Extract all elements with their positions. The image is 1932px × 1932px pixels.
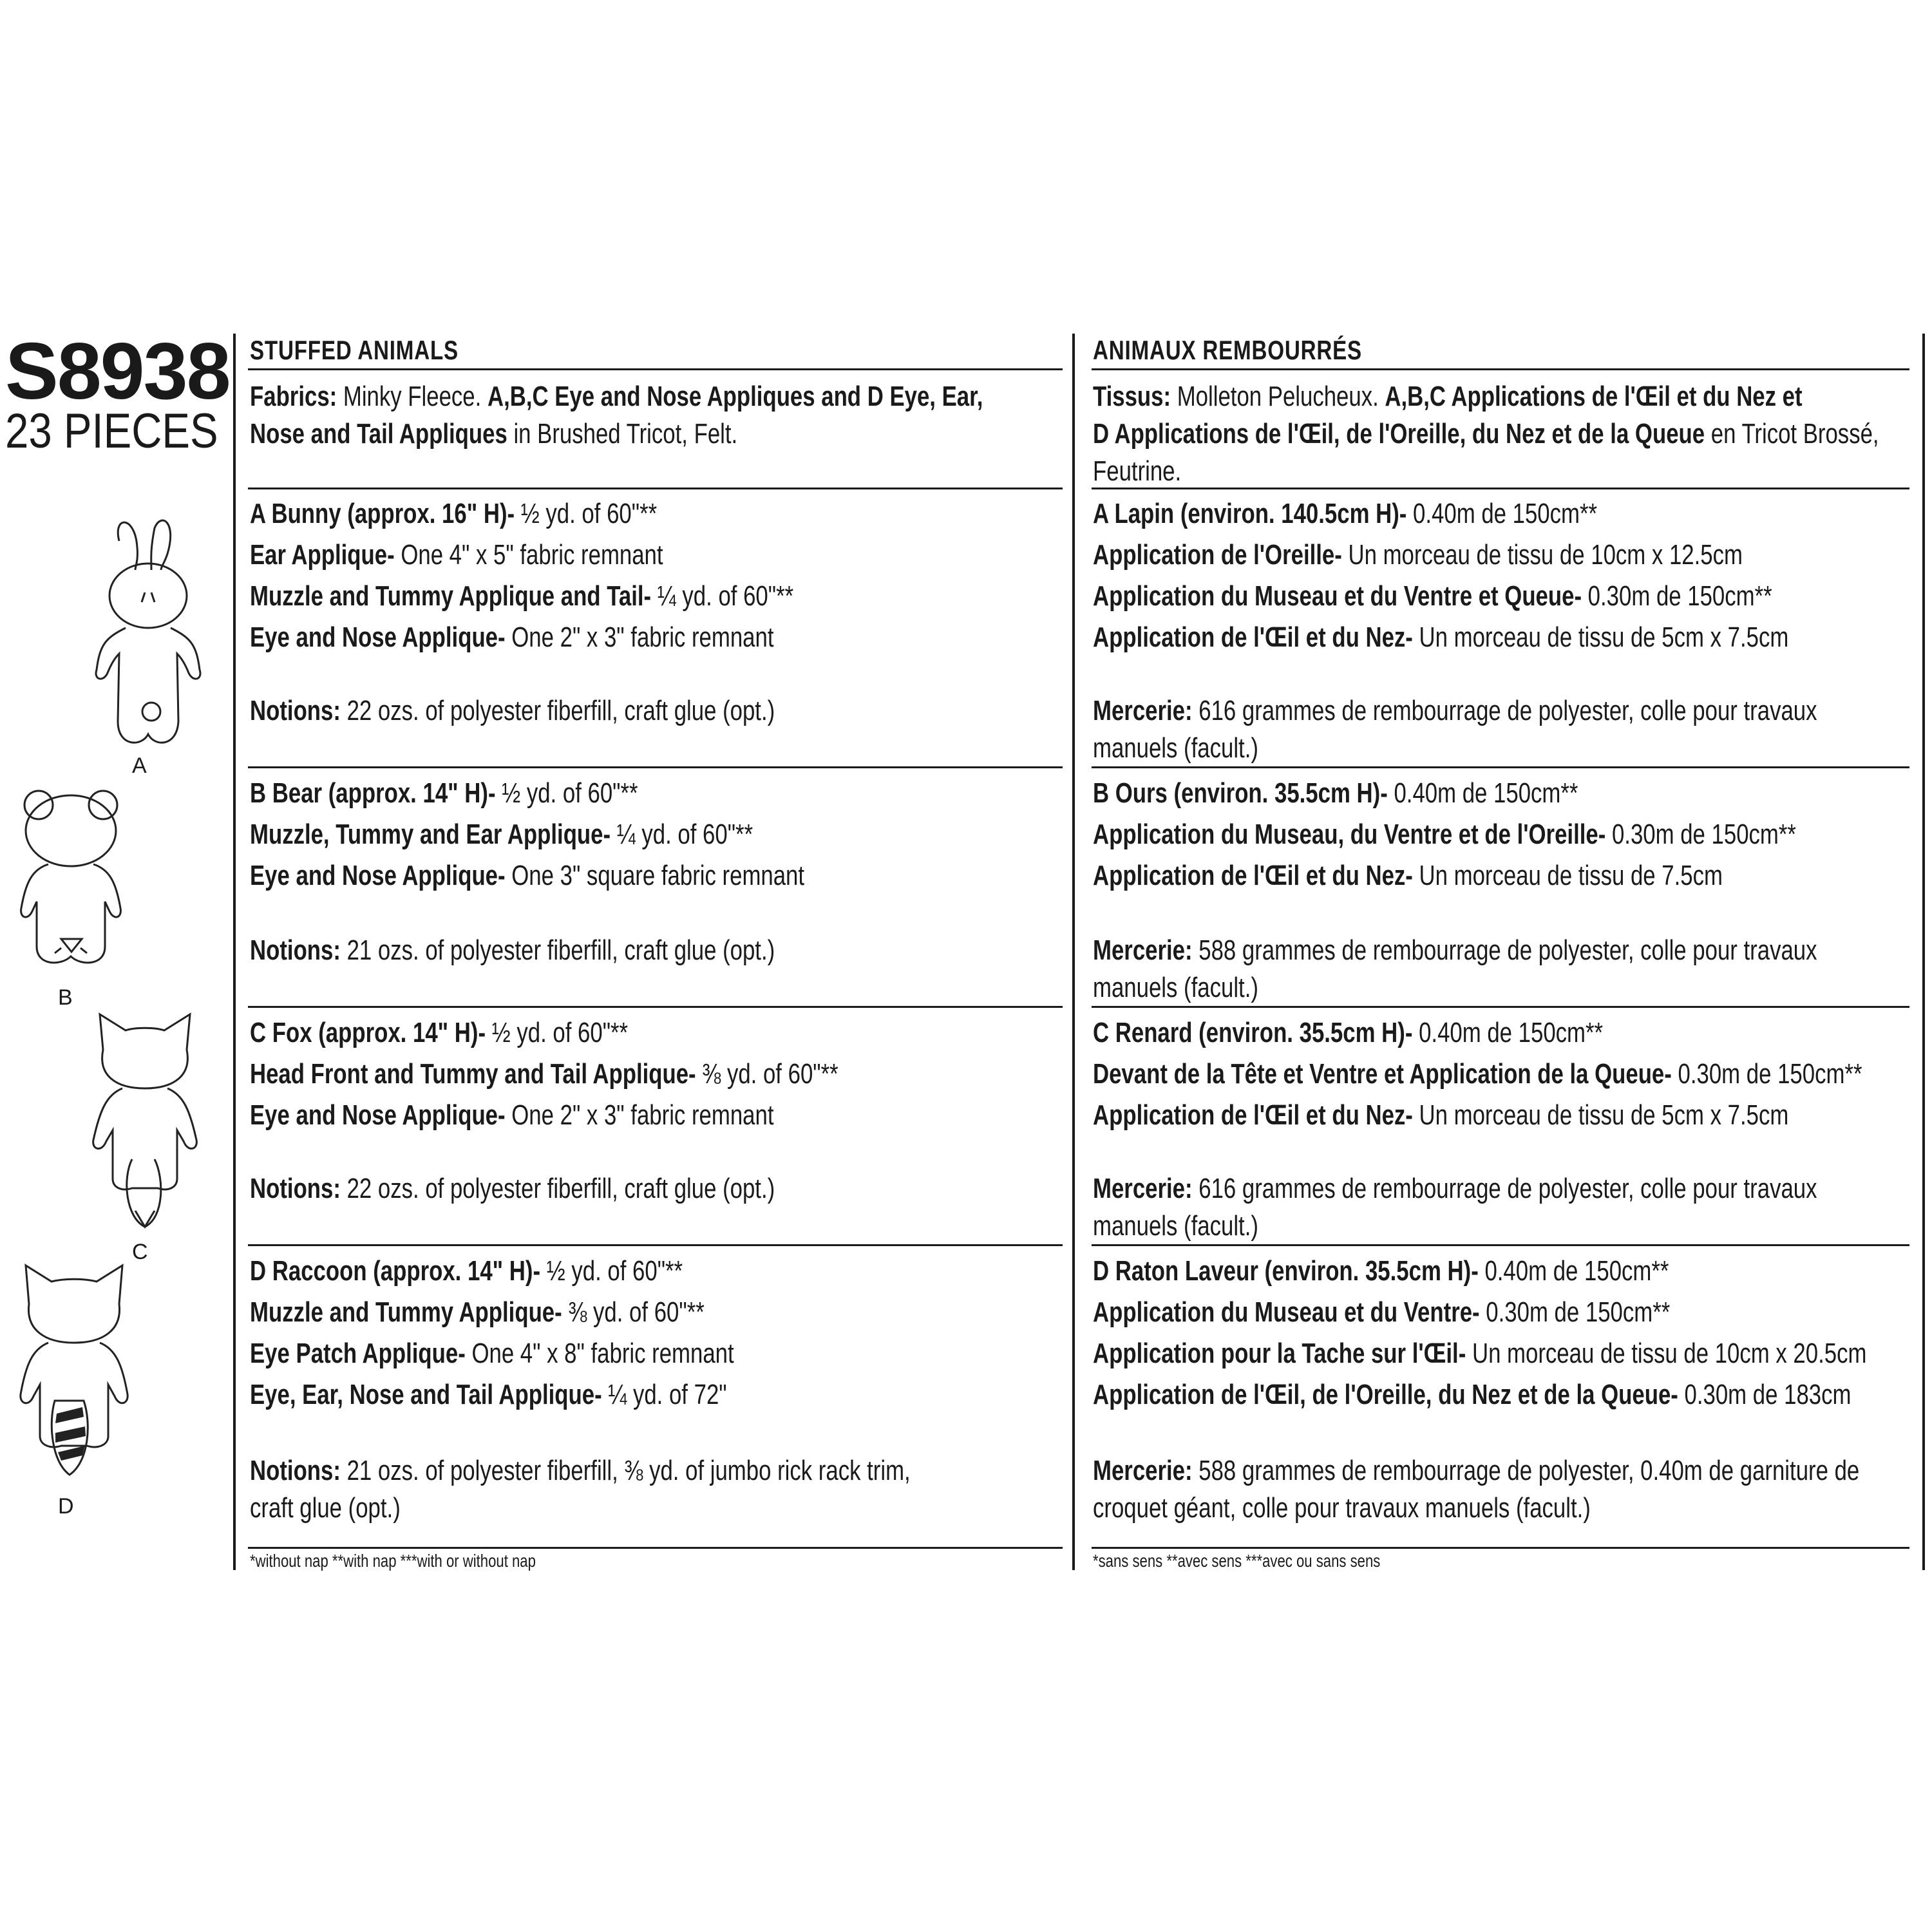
view-c-line: Application de l'Œil et du Nez- Un morceau de tissu de 5cm x 7.5cm [1093,1099,1789,1131]
tissus-line: D Applications de l'Œil, de l'Oreille, du Nez et de la Queue en Tricot Brossé, [1093,418,1879,450]
view-d-line: Application du Museau et du Ventre- 0.30m de 150cm** [1093,1296,1671,1328]
bunny-icon [80,515,209,760]
fox-icon [84,1005,206,1236]
english-title: STUFFED ANIMALS [250,335,459,365]
english-column [250,0,1065,1932]
english-footnote: *without nap **with nap ***with or without nap [250,1551,536,1571]
figure-label-a: A [132,753,147,778]
view-b-line: Eye and Nose Applique- One 3" square fabric remnant [250,860,805,891]
view-c-line: C Fox (approx. 14" H)- ½ yd. of 60"** [250,1017,629,1048]
fabrics-line: Nose and Tail Appliques in Brushed Tricot, Felt. [250,418,738,450]
figure-label-d: D [58,1494,74,1519]
tissus-line: Feutrine. [1093,455,1182,487]
french-column [1093,0,1911,1932]
view-c-line: C Renard (environ. 35.5cm H)- 0.40m de 150cm** [1093,1017,1604,1048]
view-b-mercerie: Mercerie: 588 grammes de rembourrage de polyester, colle pour travaux [1093,934,1817,966]
view-d-line: D Raton Laveur (environ. 35.5cm H)- 0.40m de 150cm** [1093,1255,1669,1287]
view-b-line: Application du Museau, du Ventre et de l'Oreille- 0.30m de 150cm** [1093,819,1796,850]
view-c-notions: Notions: 22 ozs. of polyester fiberfill, craft glue (opt.) [250,1173,775,1204]
view-d-mercerie: Mercerie: 588 grammes de rembourrage de polyester, 0.40m de garniture de [1093,1455,1860,1486]
view-b-notions: Notions: 21 ozs. of polyester fiberfill, craft glue (opt.) [250,934,775,966]
view-d-line: Application de l'Œil, de l'Oreille, du Nez et de la Queue- 0.30m de 183cm [1093,1379,1852,1410]
column-divider-right [1922,334,1925,1570]
view-a-line: Eye and Nose Applique- One 2" x 3" fabric remnant [250,621,774,653]
raccoon-icon [13,1256,142,1488]
view-d-mercerie: croquet géant, colle pour travaux manuels (facult.) [1093,1492,1591,1524]
fabrics-line: Fabrics: Minky Fleece. A,B,C Eye and Nose Appliques and D Eye, Ear, [250,381,983,412]
view-d-line: Muzzle and Tummy Applique- ⅜ yd. of 60"** [250,1296,705,1328]
column-divider-left [233,334,236,1570]
view-c-line: Devant de la Tête et Ventre et Application de la Queue- 0.30m de 150cm** [1093,1058,1862,1090]
view-d-line: D Raccoon (approx. 14" H)- ½ yd. of 60"** [250,1255,683,1287]
view-d-line: Application pour la Tache sur l'Œil- Un morceau de tissu de 10cm x 20.5cm [1093,1338,1867,1369]
pattern-number: S8938 [5,327,230,416]
view-a-line: Application du Museau et du Ventre et Queue- 0.30m de 150cm** [1093,580,1772,612]
view-a-line: Application de l'Oreille- Un morceau de tissu de 10cm x 12.5cm [1093,539,1743,571]
view-a-line: Ear Applique- One 4" x 5" fabric remnant [250,539,663,571]
french-footnote: *sans sens **avec sens ***avec ou sans sens [1093,1551,1381,1571]
view-b-line: B Bear (approx. 14" H)- ½ yd. of 60"** [250,777,638,809]
view-b-mercerie: manuels (facult.) [1093,972,1258,1003]
view-a-mercerie: manuels (facult.) [1093,732,1258,764]
view-c-line: Eye and Nose Applique- One 2" x 3" fabric remnant [250,1099,774,1131]
view-b-line: B Ours (environ. 35.5cm H)- 0.40m de 150cm** [1093,777,1578,809]
view-d-notions: Notions: 21 ozs. of polyester fiberfill, ⅜ yd. of jumbo rick rack trim, [250,1455,911,1486]
french-title: ANIMAUX REMBOURRÉS [1093,335,1362,365]
view-d-line: Eye Patch Applique- One 4" x 8" fabric remnant [250,1338,734,1369]
view-c-mercerie: Mercerie: 616 grammes de rembourrage de polyester, colle pour travaux [1093,1173,1817,1204]
tissus-line: Tissus: Molleton Pelucheux. A,B,C Applications de l'Œil et du Nez et [1093,381,1803,412]
view-a-line: Muzzle and Tummy Applique and Tail- ¼ yd. of 60"** [250,580,794,612]
view-c-mercerie: manuels (facult.) [1093,1210,1258,1242]
view-a-line: A Bunny (approx. 16" H)- ½ yd. of 60"** [250,498,658,529]
view-b-line: Application de l'Œil et du Nez- Un morceau de tissu de 7.5cm [1093,860,1723,891]
figure-label-b: B [58,985,73,1010]
view-a-mercerie: Mercerie: 616 grammes de rembourrage de polyester, colle pour travaux [1093,695,1817,726]
view-a-notions: Notions: 22 ozs. of polyester fiberfill, craft glue (opt.) [250,695,775,726]
view-b-line: Muzzle, Tummy and Ear Applique- ¼ yd. of 60"** [250,819,753,850]
figure-label-c: C [132,1240,148,1264]
view-c-line: Head Front and Tummy and Tail Applique- ⅜ yd. of 60"** [250,1058,838,1090]
pieces-count: 23 PIECES [5,404,218,459]
view-d-line: Eye, Ear, Nose and Tail Applique- ¼ yd. of 72" [250,1379,727,1410]
view-a-line: Application de l'Œil et du Nez- Un morceau de tissu de 5cm x 7.5cm [1093,621,1789,653]
view-d-notions: craft glue (opt.) [250,1492,401,1524]
column-divider-middle [1072,334,1075,1570]
bear-icon [10,779,138,972]
view-a-line: A Lapin (environ. 140.5cm H)- 0.40m de 150cm** [1093,498,1598,529]
